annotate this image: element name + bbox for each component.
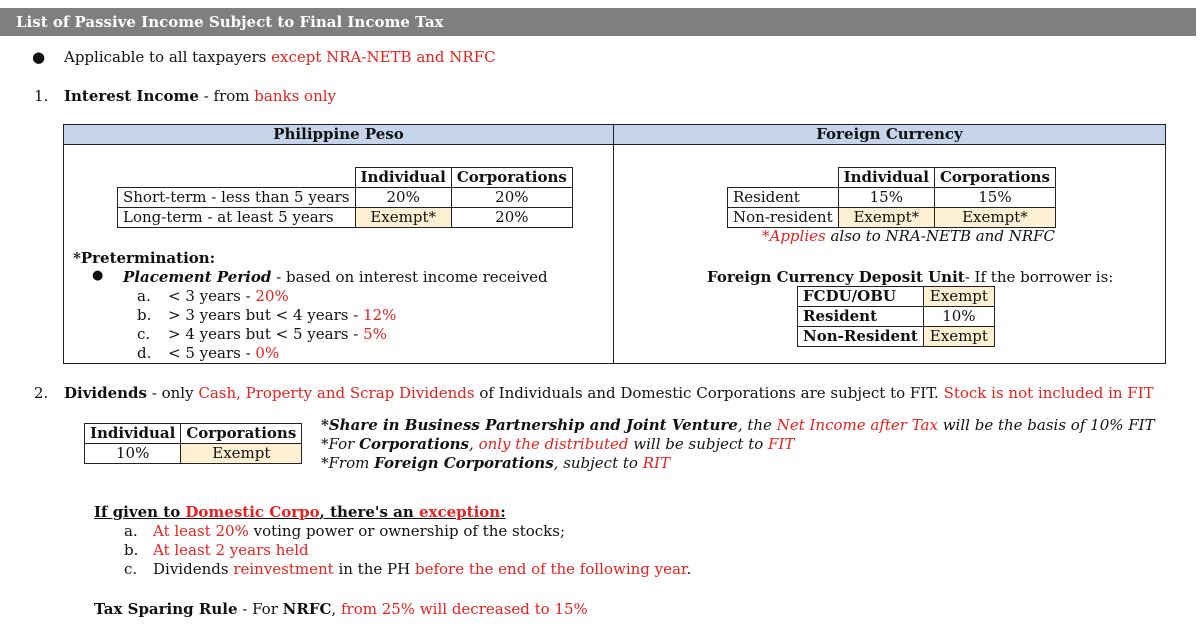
interest-income-label: Interest Income [64,87,199,105]
tax-sparing-nrfc: NRFC [282,600,332,618]
placement-line [123,268,548,286]
foreign-rate-table [727,167,1056,228]
foreign-header: Foreign Currency [614,125,1165,145]
list-red: before the end of the following year [414,560,687,578]
dividends-types: Cash, Property and Scrap Dividends [198,384,475,402]
list-rate: 20% [255,287,289,305]
tax-sparing-label: Tax Sparing Rule [94,600,238,618]
tax-sparing-rate: from 25% will decreased to 15% [340,600,588,618]
row-corporations: Exempt* [934,208,1055,228]
row-individual: Exempt* [355,208,451,228]
row-individual: Exempt* [838,208,934,228]
note-red: Net Income after Tax [776,416,938,434]
table-row [85,444,302,464]
tax-sparing-line [94,600,588,618]
bullet-icon: ● [92,268,104,283]
list-letter: c. [124,560,138,578]
row-label: Non-resident [728,208,839,228]
note-text: will be subject to [628,435,769,453]
dividends-table [84,423,302,464]
table-row [728,208,1056,228]
list-text: > 3 years but < 4 years - [168,306,364,324]
note-bold: Corporations [359,435,470,453]
list-letter: a. [124,522,138,540]
row-individual: 15% [838,188,934,208]
table-row [118,188,573,208]
fcdu-line [707,268,1113,286]
fcdu-row-value: 10% [923,307,994,327]
table-row [798,307,995,327]
placement-rest: - based on interest income received [271,268,548,286]
placement-label: Placement Period [123,268,272,286]
note-partnership [321,416,1155,434]
list-item [137,306,397,324]
list-item [137,344,280,362]
list-text: voting power or ownership of the stocks; [248,522,565,540]
interest-income-box [63,124,1166,364]
exception-domestic: Domestic Corpo [185,503,320,521]
row-label: Short-term - less than 5 years [118,188,356,208]
fcdu-row-label: FCDU/OBU [798,287,924,307]
applies-note-red: *Applies [762,227,826,245]
note-bold: Foreign Corporations [374,454,554,472]
applies-note-rest: also to NRA-NETB and NRFC [825,227,1056,245]
section-title: List of Passive Income Subject to Final Income Tax [0,8,1196,36]
list-letter: b. [124,541,139,559]
div-individual-rate: 10% [85,444,181,464]
dividends-label: Dividends [64,384,147,402]
dividends-stock-note: Stock is not included in FIT [943,384,1154,402]
note-text: *From [321,454,375,472]
note-text: , the [737,416,777,434]
fcdu-label: Foreign Currency Deposit Unit [707,268,965,286]
item-number-1: 1. [34,87,49,105]
tax-sparing-t1: - For [237,600,283,618]
row-label: Long-term - at least 5 years [118,208,356,228]
div-corporations-rate: Exempt [181,444,302,464]
interest-income-mid: - from [198,87,255,105]
list-rate: 5% [363,325,387,343]
pretermination-label: *Pretermination: [73,249,216,267]
dividends-line [64,384,1154,402]
table-row [728,188,1056,208]
row-label: Resident [728,188,839,208]
div-col-corporations: Corporations [181,424,302,444]
list-rate: 12% [363,306,397,324]
interest-income-banks: banks only [254,87,337,105]
table-row [85,424,302,444]
list-red: At least 2 years held [153,541,309,559]
row-individual: 20% [355,188,451,208]
note-red: only the distributed [478,435,629,453]
fcdu-row-label: Resident [798,307,924,327]
list-text: in the PH [333,560,415,578]
bullet-icon: ● [32,48,46,66]
applies-note [762,227,1055,245]
applicable-exception: except NRA-NETB and NRFC [271,48,496,66]
row-corporations: 15% [934,188,1055,208]
table-row [798,287,995,307]
note-text: will be the basis of 10% FIT [937,416,1155,434]
exception-h1: If given to [94,503,186,521]
note-red: RIT [642,454,670,472]
peso-col-individual: Individual [355,168,451,188]
table-row [798,327,995,347]
list-text: < 5 years - [168,344,256,362]
fcdu-rest: - If the borrower is: [964,268,1114,286]
list-rate: 0% [255,344,280,362]
list-item [137,287,289,305]
fcdu-table [797,286,995,347]
div-col-individual: Individual [85,424,181,444]
note-text: , [469,435,479,453]
list-item [124,541,309,559]
row-corporations: 20% [451,208,572,228]
table-row [118,208,573,228]
list-letter: c. [137,325,151,343]
applicable-text: Applicable to all taxpayers [64,48,272,66]
list-letter: a. [137,287,151,305]
foreign-col-corporations: Corporations [934,168,1055,188]
dividends-t1: - only [147,384,199,402]
note-bold: *Share in Business Partnership and Joint Venture [321,416,738,434]
fcdu-row-value: Exempt [923,287,994,307]
list-letter: d. [137,344,152,362]
list-letter: b. [137,306,152,324]
column-divider [613,125,614,363]
foreign-col-individual: Individual [838,168,934,188]
fcdu-row-label: Non-Resident [798,327,924,347]
list-red: reinvestment [233,560,334,578]
list-red: At least 20% [153,522,249,540]
peso-rate-table [117,167,573,228]
exception-h3: : [500,503,506,521]
note-red: FIT [768,435,795,453]
note-text: , subject to [553,454,643,472]
interest-income-line [64,87,336,105]
list-item [137,325,387,343]
list-text: Dividends [153,560,234,578]
exception-heading [94,503,506,521]
peso-col-corporations: Corporations [451,168,572,188]
list-text: < 3 years - [168,287,256,305]
exception-h2: , there's an [319,503,419,521]
peso-header: Philippine Peso [64,125,613,145]
list-text: . [686,560,692,578]
item-number-2: 2. [34,384,49,402]
tax-sparing-t2: , [331,600,341,618]
applicable-line [64,48,496,66]
exception-word: exception [419,503,501,521]
dividends-t2: of Individuals and Domestic Corporations are subject to FIT. [474,384,944,402]
note-corporations [321,435,794,453]
list-item [124,560,692,578]
row-corporations: 20% [451,188,572,208]
fcdu-row-value: Exempt [923,327,994,347]
list-item [124,522,565,540]
list-text: > 4 years but < 5 years - [168,325,364,343]
note-text: *For [321,435,360,453]
note-foreign [321,454,670,472]
